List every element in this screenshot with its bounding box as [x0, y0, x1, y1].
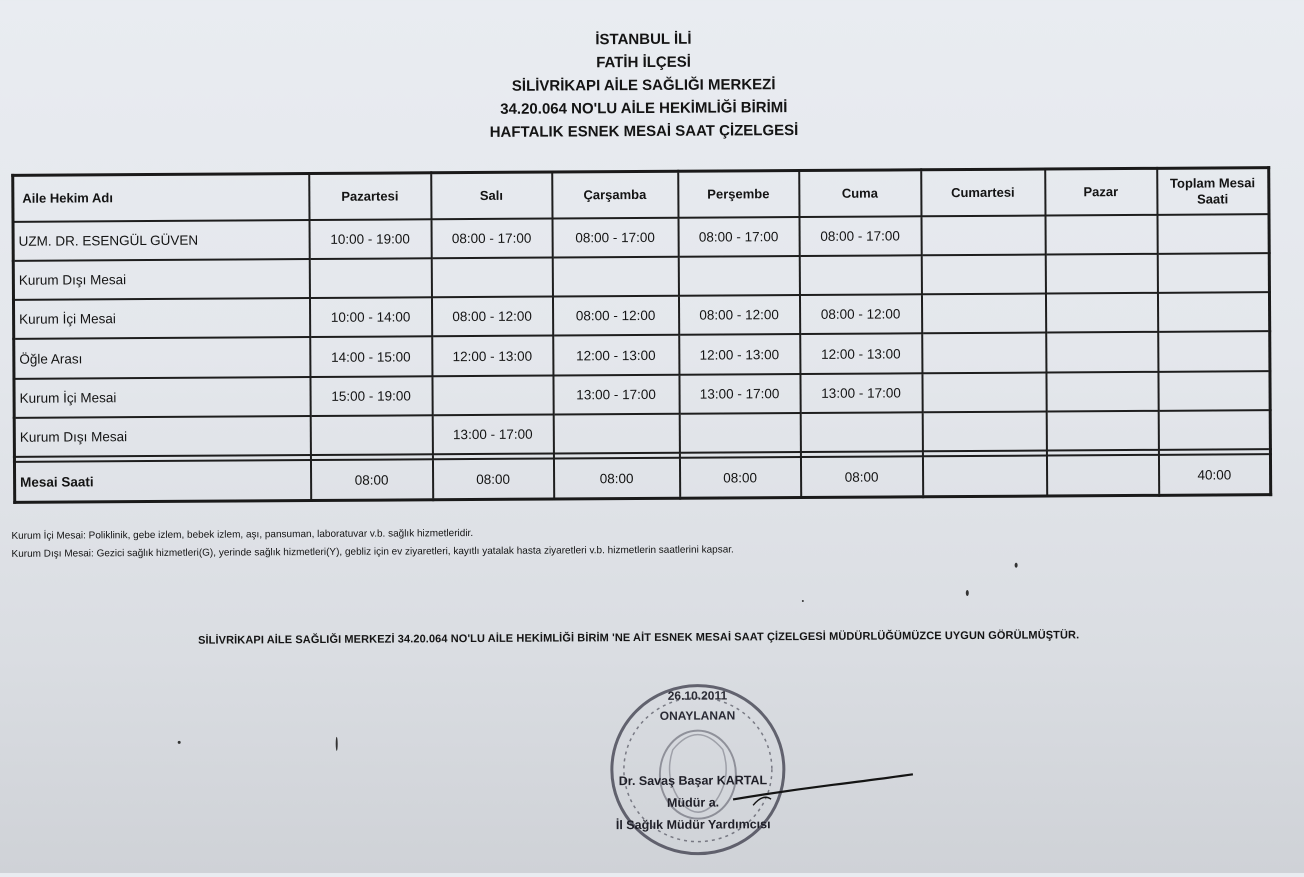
table-cell — [1158, 371, 1270, 411]
table-cell: 08:00 - 17:00 — [552, 217, 678, 257]
row-label: UZM. DR. ESENGÜL GÜVEN — [13, 220, 309, 261]
total-cell: 08:00 — [310, 459, 432, 500]
table-cell — [921, 254, 1045, 294]
header-monday: Pazartesi — [309, 173, 431, 220]
table-cell — [1158, 410, 1270, 450]
stamp-date: 26.10.2011 — [667, 688, 728, 703]
paper-speck — [802, 600, 804, 602]
header-sunday: Pazar — [1045, 168, 1157, 215]
total-cell: 08:00 — [800, 456, 922, 497]
row-label: Kurum İçi Mesai — [14, 377, 310, 418]
paper-speck — [178, 741, 181, 744]
table-cell — [922, 412, 1046, 452]
table-cell — [1157, 253, 1269, 293]
table-cell — [799, 255, 921, 295]
header-wednesday: Çarşamba — [552, 171, 678, 218]
footnote-external: Kurum Dışı Mesai: Gezici sağlık hizmetleri(G), yerinde sağlık hizmetleri(Y), gebliz için ev ziyaretleri, kayıtlı yatalak hasta ziyaretleri v.b. hizmetlerin saatlerini kapsar. — [11, 544, 734, 560]
approval-statement: SİLİVRİKAPI AİLE SAĞLIĞI MERKEZİ 34.20.064 NO'LU AİLE HEKİMLİĞİ BİRİM 'NE AİT ESNEK MESAİ SAAT ÇİZELGESİ MÜDÜRLÜĞÜMÜZCE UYGUN GÖRÜLMÜŞTÜR. — [198, 629, 1080, 647]
footnote-internal: Kurum İçi Mesai: Poliklinik, gebe izlem, bebek izlem, aşı, pansuman, laboratuvar v.b. sağlık hizmetleridir. — [11, 528, 474, 542]
table-cell — [431, 257, 552, 297]
table-cell — [921, 294, 1045, 334]
table-cell — [310, 415, 432, 455]
total-cell: 08:00 — [679, 457, 800, 498]
table-cell: 08:00 - 17:00 — [799, 216, 921, 256]
header-province: İSTANBUL İLİ — [595, 30, 692, 49]
total-row — [14, 454, 1270, 502]
total-cell — [1046, 455, 1158, 496]
table-cell: 13:00 - 17:00 — [800, 373, 922, 413]
paper-speck — [966, 590, 969, 596]
total-cell: 08:00 — [432, 459, 553, 500]
table-cell: 13:00 - 17:00 — [432, 415, 553, 455]
signatory-name: Dr. Savaş Başar KARTAL — [618, 773, 768, 789]
signature-icon — [723, 768, 923, 809]
signatory-title: Müdür a. — [666, 795, 720, 810]
total-hours-cell: 40:00 — [1158, 454, 1270, 495]
table-cell: 12:00 - 13:00 — [553, 335, 679, 375]
header-thursday: Perşembe — [678, 171, 799, 218]
header-district: FATİH İLÇESİ — [596, 53, 691, 72]
table-cell — [678, 256, 799, 296]
header-friday: Cuma — [799, 170, 921, 217]
paper-speck — [336, 737, 338, 751]
table-cell — [1158, 332, 1270, 372]
table-cell: 08:00 - 12:00 — [552, 296, 678, 336]
table-cell: 15:00 - 19:00 — [310, 376, 432, 416]
table-cell: 12:00 - 13:00 — [679, 334, 800, 374]
header-health-center: SİLİVRİKAPI AİLE SAĞLIĞI MERKEZİ — [511, 76, 776, 95]
table-cell — [1046, 372, 1158, 412]
table-cell — [309, 258, 431, 298]
table-cell — [1046, 411, 1158, 451]
table-cell — [921, 215, 1045, 255]
table-cell — [552, 257, 678, 297]
footnotes — [11, 522, 911, 563]
row-label: Kurum Dışı Mesai — [13, 259, 309, 300]
table-cell — [553, 414, 679, 454]
stamp-status: ONAYLANAN — [659, 708, 736, 723]
paper-speck — [1015, 563, 1018, 568]
table-cell — [432, 375, 553, 415]
table-cell — [1157, 292, 1269, 332]
table-cell — [1157, 214, 1269, 254]
stamp-text — [577, 685, 817, 726]
table-cell: 14:00 - 15:00 — [310, 337, 432, 377]
table-cell: 08:00 - 12:00 — [799, 294, 921, 334]
header-doctor-name: Aile Hekim Adı — [13, 174, 309, 222]
schedule-table — [11, 166, 1272, 504]
total-row-label: Mesai Saati — [14, 460, 310, 502]
total-cell — [922, 456, 1046, 497]
table-cell — [1045, 293, 1157, 333]
table-cell: 12:00 - 13:00 — [432, 336, 553, 376]
table-cell: 13:00 - 17:00 — [679, 374, 800, 414]
table-cell: 08:00 - 17:00 — [678, 217, 799, 257]
signatory-position: İl Sağlık Müdür Yardımcısı — [615, 817, 771, 833]
table-header-row — [13, 168, 1269, 222]
row-label: Kurum Dışı Mesai — [14, 416, 310, 457]
table-cell: 13:00 - 17:00 — [553, 375, 679, 415]
table-cell: 08:00 - 17:00 — [431, 218, 552, 258]
row-label: Kurum İçi Mesai — [13, 298, 309, 339]
table-cell — [800, 412, 922, 452]
total-cell: 08:00 — [553, 458, 679, 499]
table-cell: 10:00 - 19:00 — [309, 219, 431, 259]
table-cell — [922, 333, 1046, 373]
table-cell — [1045, 254, 1157, 294]
header-unit: 34.20.064 NO'LU AİLE HEKİMLİĞİ BİRİMİ — [500, 99, 788, 118]
table-cell: 08:00 - 12:00 — [678, 295, 799, 335]
table-cell: 10:00 - 14:00 — [309, 297, 431, 337]
header-schedule-title: HAFTALIK ESNEK MESAİ SAAT ÇİZELGESİ — [489, 122, 799, 141]
table-cell: 12:00 - 13:00 — [800, 334, 922, 374]
header-saturday: Cumartesi — [921, 169, 1045, 216]
table-cell — [922, 372, 1046, 412]
table-cell — [1046, 332, 1158, 372]
table-cell — [1045, 214, 1157, 254]
table-cell — [679, 413, 800, 453]
table-cell: 08:00 - 12:00 — [431, 297, 552, 337]
document-header — [338, 26, 949, 145]
header-tuesday: Salı — [431, 172, 552, 219]
row-label: Öğle Arası — [14, 337, 310, 378]
header-total-hours: Toplam Mesai Saati — [1157, 168, 1269, 215]
